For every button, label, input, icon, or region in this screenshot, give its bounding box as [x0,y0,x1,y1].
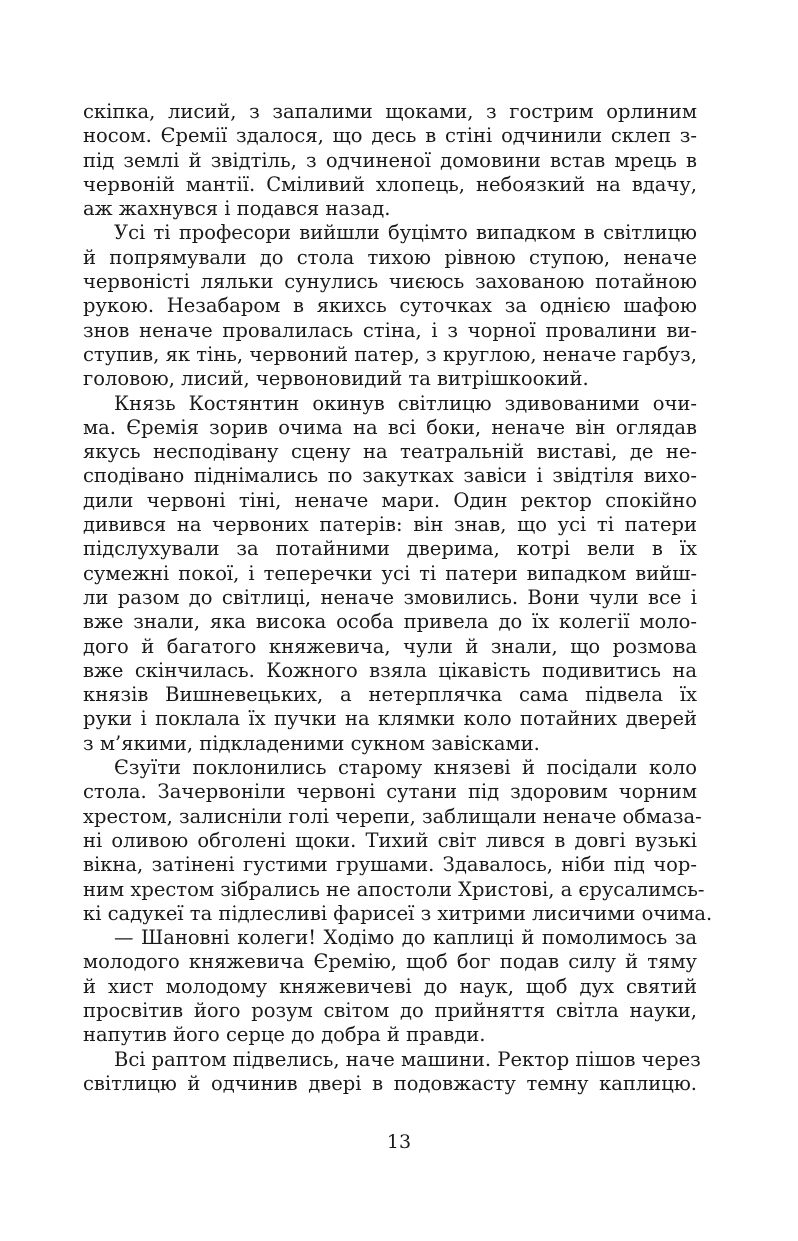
text-line: хрестом, залисніли голі черепи, заблищали неначе обмаза- [83,804,702,828]
text-line: ступив, як тінь, червоний патер, з круглою, неначе гарбуз, [83,342,697,366]
text-line: Єзуїти поклонились старому князеві й посідали коло [114,756,697,780]
paragraph [83,392,697,756]
paragraph [83,221,697,391]
text-line: стола. Зачервоніли червоні сутани під здоровим чорним [83,780,697,804]
text-line: Всі раптом підвелись, наче машини. Ректор пішов через [114,1047,701,1071]
text-line: напутив його серце до добра й правди. [83,1023,486,1047]
text-line: знов неначе провалилась стіна, і з чорної провалини ви- [83,318,697,342]
paragraph [83,1047,701,1097]
text-line: підслухували за потайними дверима, котрі вели в їх [83,537,697,561]
text-line: молодого княжевича Єремію, щоб бог подав силу й тяму [83,950,697,974]
text-line: вже скінчилась. Кожного взяла цікавість подивитись на [83,658,697,682]
paragraph [83,100,697,221]
text-line: червоній мантії. Сміливий хлопець, небоязкий на вдачу, [83,172,697,196]
text-line: вже знали, яка висока особа привела до їх колегії моло- [83,610,697,634]
text-line: ним хрестом зібрались не апостоли Христові, а єрусалимсь- [83,877,705,901]
text-line: рукою. Незабаром в якихсь суточках за однією шафою [83,294,697,318]
text-line: скіпка, лисий, з запалими щоками, з гострим орлиним [83,100,697,123]
text-line: під землі й звідтіль, з одчиненої домовини встав мрець в [83,148,697,172]
text-line: якусь несподівану сцену на театральній виставі, де не- [83,440,697,464]
text-line: — Шановні колеги! Ходімо до каплиці й помолимось за [114,926,697,950]
text-line: ма. Єремія зорив очима на всі боки, неначе він оглядав [83,415,697,439]
page-body [83,100,713,1096]
text-line: князів Вишневецьких, а нетерплячка сама підвела їх [83,683,697,707]
text-line: світлицю й одчинив двері в подовжасту темну каплицю. [83,1071,697,1095]
text-line: сумежні покої, і теперечки усі ті патери випадком вийш- [83,561,697,585]
text-line: червоністі ляльки сунулись чиєюсь захованою потайною [83,270,697,294]
paragraph [83,756,713,926]
text-line: дивився на червоних патерів: він знав, що усі ті патери [83,513,697,537]
page-number: 13 [386,1131,412,1153]
text-line: просвітив його розум світом до прийняття світла науки, [83,998,697,1022]
text-line: сподівано піднімались по закутках завіси і звідтіля вихо- [83,464,697,488]
text-line: ні оливою обголені щоки. Тихий світ лився в довгі вузькі [83,828,697,852]
text-line: дили червоні тіні, неначе мари. Один ректор спокійно [83,488,697,512]
text-line: й попрямували до стола тихою рівною ступою, неначе [83,245,697,269]
text-line: носом. Єремії здалося, що десь в стіні одчинили склеп з- [83,124,697,148]
text-line: ли разом до світлиці, неначе змовились. Вони чули все і [83,585,697,609]
text-line: головою, лисий, червоновидий та витрішкоокий. [83,367,589,391]
text-line: аж жахнувся і подався назад. [83,197,391,221]
text-line: й хист молодому княжевичеві до наук, щоб дух святий [83,974,697,998]
text-line: кі садукеї та підлесливі фарисеї з хитрими лисичими очима. [83,901,713,925]
text-line: Усі ті професори вийшли буцімто випадком в світлицю [114,221,697,245]
text-line: з м’якими, підкладеними сукном завісками. [83,731,540,755]
text-line: вікна, затінені густими грушами. Здавалось, ніби під чор- [83,853,697,877]
text-line: Князь Костянтин окинув світлицю здивованими очи- [114,391,697,415]
text-line: дого й багатого княжевича, чули й знали, що розмова [83,634,697,658]
text-line: руки і поклала їх пучки на клямки коло потайних дверей [83,707,697,731]
paragraph [83,926,697,1047]
